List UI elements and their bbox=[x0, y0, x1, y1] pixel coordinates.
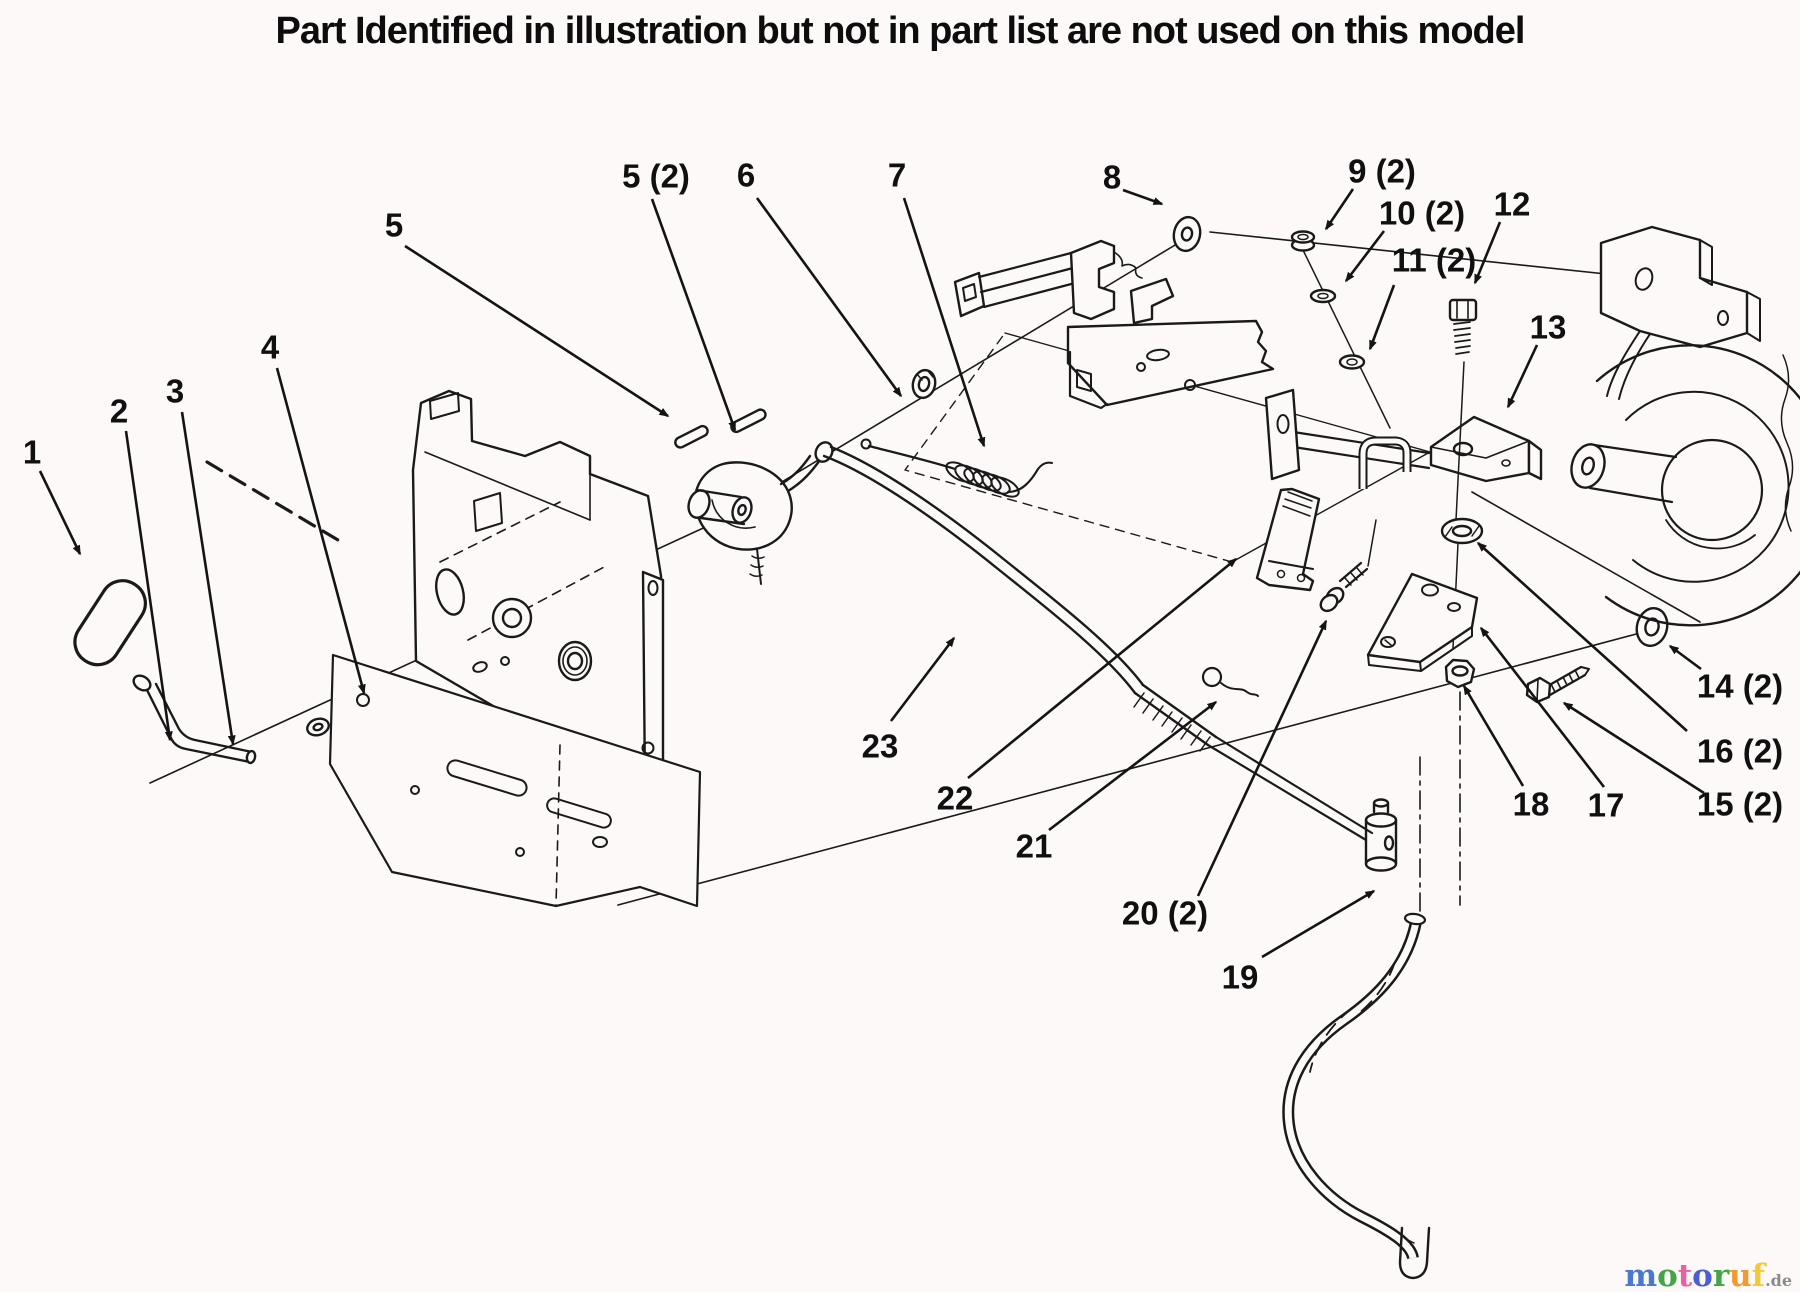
washer-11 bbox=[1340, 356, 1364, 369]
callout-leader-20 bbox=[1198, 621, 1326, 896]
washer-3 bbox=[305, 716, 331, 738]
callout-leader-14 bbox=[1670, 646, 1701, 669]
page-title: Part Identified in illustration but not in part list are not used on this model bbox=[275, 10, 1525, 52]
watermark-letter: o bbox=[1657, 1258, 1678, 1292]
callout-leader-22 bbox=[968, 559, 1236, 778]
input-shaft bbox=[1567, 440, 1610, 491]
callout-label-13: 13 bbox=[1529, 308, 1567, 346]
callout-leader-5b bbox=[652, 199, 735, 430]
callout-label-14: 14 (2) bbox=[1696, 667, 1784, 705]
callout-label-3: 3 bbox=[165, 372, 185, 410]
watermark-logo bbox=[1624, 1258, 1792, 1292]
callout-leader-6 bbox=[757, 198, 901, 396]
callout-label-23: 23 bbox=[861, 727, 899, 765]
callout-leader-10 bbox=[1346, 231, 1384, 281]
watermark-suffix: .de bbox=[1765, 1271, 1792, 1290]
callout-leader-12 bbox=[1475, 222, 1500, 283]
callout-leader-19 bbox=[1262, 891, 1374, 957]
watermark-letter: u bbox=[1729, 1258, 1752, 1292]
nut-18 bbox=[1446, 660, 1474, 687]
callout-label-8: 8 bbox=[1102, 158, 1122, 196]
mounting-bracket-13 bbox=[1266, 300, 1541, 520]
watermark-letter: t bbox=[1677, 1258, 1693, 1292]
callout-leader-1 bbox=[40, 471, 80, 554]
callout-leader-17 bbox=[1481, 628, 1604, 787]
control-rod-assembly bbox=[824, 447, 1429, 1278]
bushing-6 bbox=[910, 368, 938, 400]
callout-label-7: 7 bbox=[887, 156, 907, 194]
callout-label-6: 6 bbox=[736, 156, 756, 194]
callout-leader-5 bbox=[405, 246, 668, 416]
callout-leader-8 bbox=[1123, 190, 1162, 204]
callout-label-17: 17 bbox=[1587, 786, 1625, 824]
watermark-letters bbox=[1624, 1258, 1765, 1292]
washer-14 bbox=[1633, 605, 1671, 649]
watermark-letter: o bbox=[1692, 1258, 1713, 1292]
callout-leader-18 bbox=[1464, 686, 1523, 786]
callout-leader-11 bbox=[1370, 285, 1394, 349]
cotter-pin-21 bbox=[1203, 668, 1221, 686]
callout-layer bbox=[23, 153, 1783, 996]
callout-label-19: 19 bbox=[1221, 958, 1259, 996]
callout-label-5: 5 bbox=[384, 206, 404, 244]
callout-leader-23 bbox=[891, 638, 954, 721]
idler-bracket bbox=[1257, 489, 1376, 614]
callout-label-2: 2 bbox=[109, 392, 129, 430]
callout-leader-4 bbox=[277, 368, 364, 693]
callout-leader-15 bbox=[1564, 703, 1704, 793]
callout-label-22: 22 bbox=[936, 779, 974, 817]
callout-label-1: 1 bbox=[22, 433, 42, 471]
watermark-letter: f bbox=[1751, 1258, 1766, 1292]
callout-label-11: 11 (2) bbox=[1391, 241, 1477, 279]
callout-leader-7 bbox=[904, 198, 984, 446]
callout-label-16: 16 (2) bbox=[1696, 732, 1784, 770]
bolt-12 bbox=[1450, 300, 1476, 320]
callout-leader-21 bbox=[1049, 702, 1216, 830]
callout-label-18: 18 bbox=[1512, 785, 1550, 823]
callout-label-4: 4 bbox=[260, 328, 280, 366]
watermark-letter: r bbox=[1712, 1258, 1730, 1292]
rod-coupler bbox=[1366, 814, 1396, 827]
callout-leader-9 bbox=[1326, 189, 1353, 229]
callout-label-15: 15 (2) bbox=[1696, 785, 1784, 823]
washer-8 bbox=[1171, 215, 1204, 254]
callout-label-12: 12 bbox=[1493, 185, 1531, 223]
washer-10 bbox=[1311, 290, 1335, 302]
callout-label-5b: 5 (2) bbox=[622, 157, 690, 195]
pivot-lever-assembly bbox=[674, 408, 836, 584]
watermark-letter: m bbox=[1624, 1258, 1658, 1292]
callout-label-9: 9 (2) bbox=[1348, 152, 1416, 190]
callout-label-10: 10 (2) bbox=[1378, 194, 1466, 232]
roll-pin-5 bbox=[674, 424, 710, 449]
callout-label-21: 21 bbox=[1015, 827, 1053, 865]
callout-leader-13 bbox=[1508, 345, 1537, 407]
callout-label-20: 20 (2) bbox=[1121, 894, 1209, 932]
